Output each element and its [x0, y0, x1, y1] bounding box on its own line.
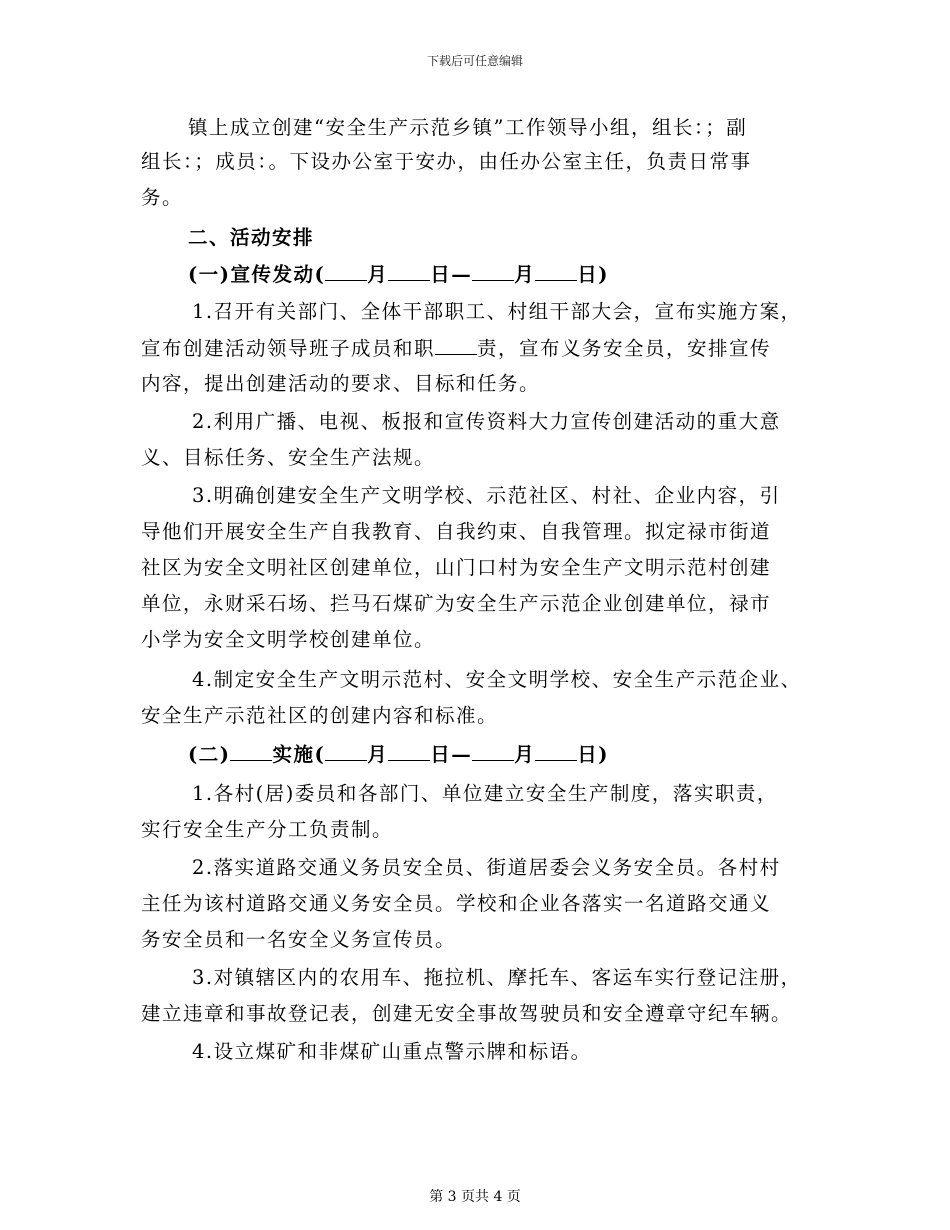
day-label: 日) [577, 263, 609, 286]
subsection-1-prefix: (一)宣传发动( [188, 263, 326, 286]
paragraph-line: 4.设立煤矿和非煤矿山重点警示牌和标语。 [192, 1040, 592, 1063]
paragraph-line: 主任为该村道路交通义务安全员。学校和企业各落实一名道路交通义 [141, 892, 772, 915]
paragraph-line: 小学为安全文明学校创建单位。 [141, 628, 436, 651]
paragraph-line: 1.各村(居)委员和各部门、单位建立安全生产制度，落实职责， [192, 782, 778, 805]
paragraph-line: 内容，提出创建活动的要求、目标和任务。 [141, 372, 541, 395]
subsection-2-prefix: (二) [188, 743, 231, 766]
subsection-heading-1 [188, 260, 609, 289]
month-label: 月 [367, 743, 389, 766]
paragraph-line: 单位，永财采石场、拦马石煤矿为安全生产示范企业创建单位，禄市 [141, 592, 772, 615]
paragraph-line: 3.明确创建安全生产文明学校、示范社区、村社、企业内容，引 [192, 484, 781, 507]
date-blank [472, 260, 514, 281]
text-blank [230, 740, 272, 761]
month-label: 月 [514, 743, 536, 766]
paragraph-line: 务安全员和一名安全义务宣传员。 [141, 928, 457, 951]
section-heading: 二、活动安排 [188, 226, 315, 249]
paragraph-line: 3.对镇辖区内的农用车、拖拉机、摩托车、客运车实行登记注册， [192, 966, 802, 989]
paragraph-line: 务。 [141, 186, 184, 209]
month-label: 月 [367, 263, 389, 286]
date-blank [325, 740, 367, 761]
day-label: 日— [430, 263, 473, 286]
text-blank [435, 334, 477, 355]
day-label: 日— [430, 743, 473, 766]
paragraph-line: 义、目标任务、安全生产法规。 [141, 446, 436, 469]
subsection-heading-2 [188, 740, 609, 769]
date-blank [535, 740, 577, 761]
line-segment: 责，宣布义务安全员，安排宣传 [477, 337, 772, 360]
line-segment: 宣布创建活动领导班子成员和职 [141, 337, 436, 360]
page-header: 下载后可任意编辑 [426, 54, 523, 68]
paragraph-line: 2.利用广播、电视、板报和宣传资料大力宣传创建活动的重大意 [192, 410, 781, 433]
paragraph-line: 导他们开展安全生产自我教育、自我约束、自我管理。拟定禄市街道 [141, 520, 772, 543]
date-blank [325, 260, 367, 281]
page-number-footer: 第 3 页共 4 页 [429, 1189, 521, 1205]
paragraph-line: 社区为安全文明社区创建单位，山门口村为安全生产文明示范村创建 [141, 556, 772, 579]
date-blank [472, 740, 514, 761]
paragraph-line: 建立违章和事故登记表，创建无安全事故驾驶员和安全遵章守纪车辆。 [141, 1002, 793, 1025]
date-blank [388, 260, 430, 281]
date-blank [388, 740, 430, 761]
paragraph-line: 镇上成立创建“安全生产示范乡镇”工作领导小组，组长：；副 [188, 116, 748, 139]
paragraph-line: 组长：；成员：。下设办公室于安办，由任办公室主任，负责日常事 [141, 150, 752, 173]
day-label: 日) [577, 743, 609, 766]
paragraph-line: 安全生产示范社区的创建内容和标准。 [141, 704, 499, 727]
paragraph-line: 4.制定安全生产文明示范村、安全文明学校、安全生产示范企业、 [192, 668, 802, 691]
subsection-2-mid: 实施( [272, 743, 326, 766]
paragraph-line: 2.落实道路交通义务员安全员、街道居委会义务安全员。各村村 [192, 856, 781, 879]
month-label: 月 [514, 263, 536, 286]
paragraph-line: 实行安全生产分工负责制。 [141, 818, 394, 841]
paragraph-line [141, 334, 771, 363]
paragraph-line: 1.召开有关部门、全体干部职工、村组干部大会，宣布实施方案， [192, 300, 802, 323]
date-blank [535, 260, 577, 281]
